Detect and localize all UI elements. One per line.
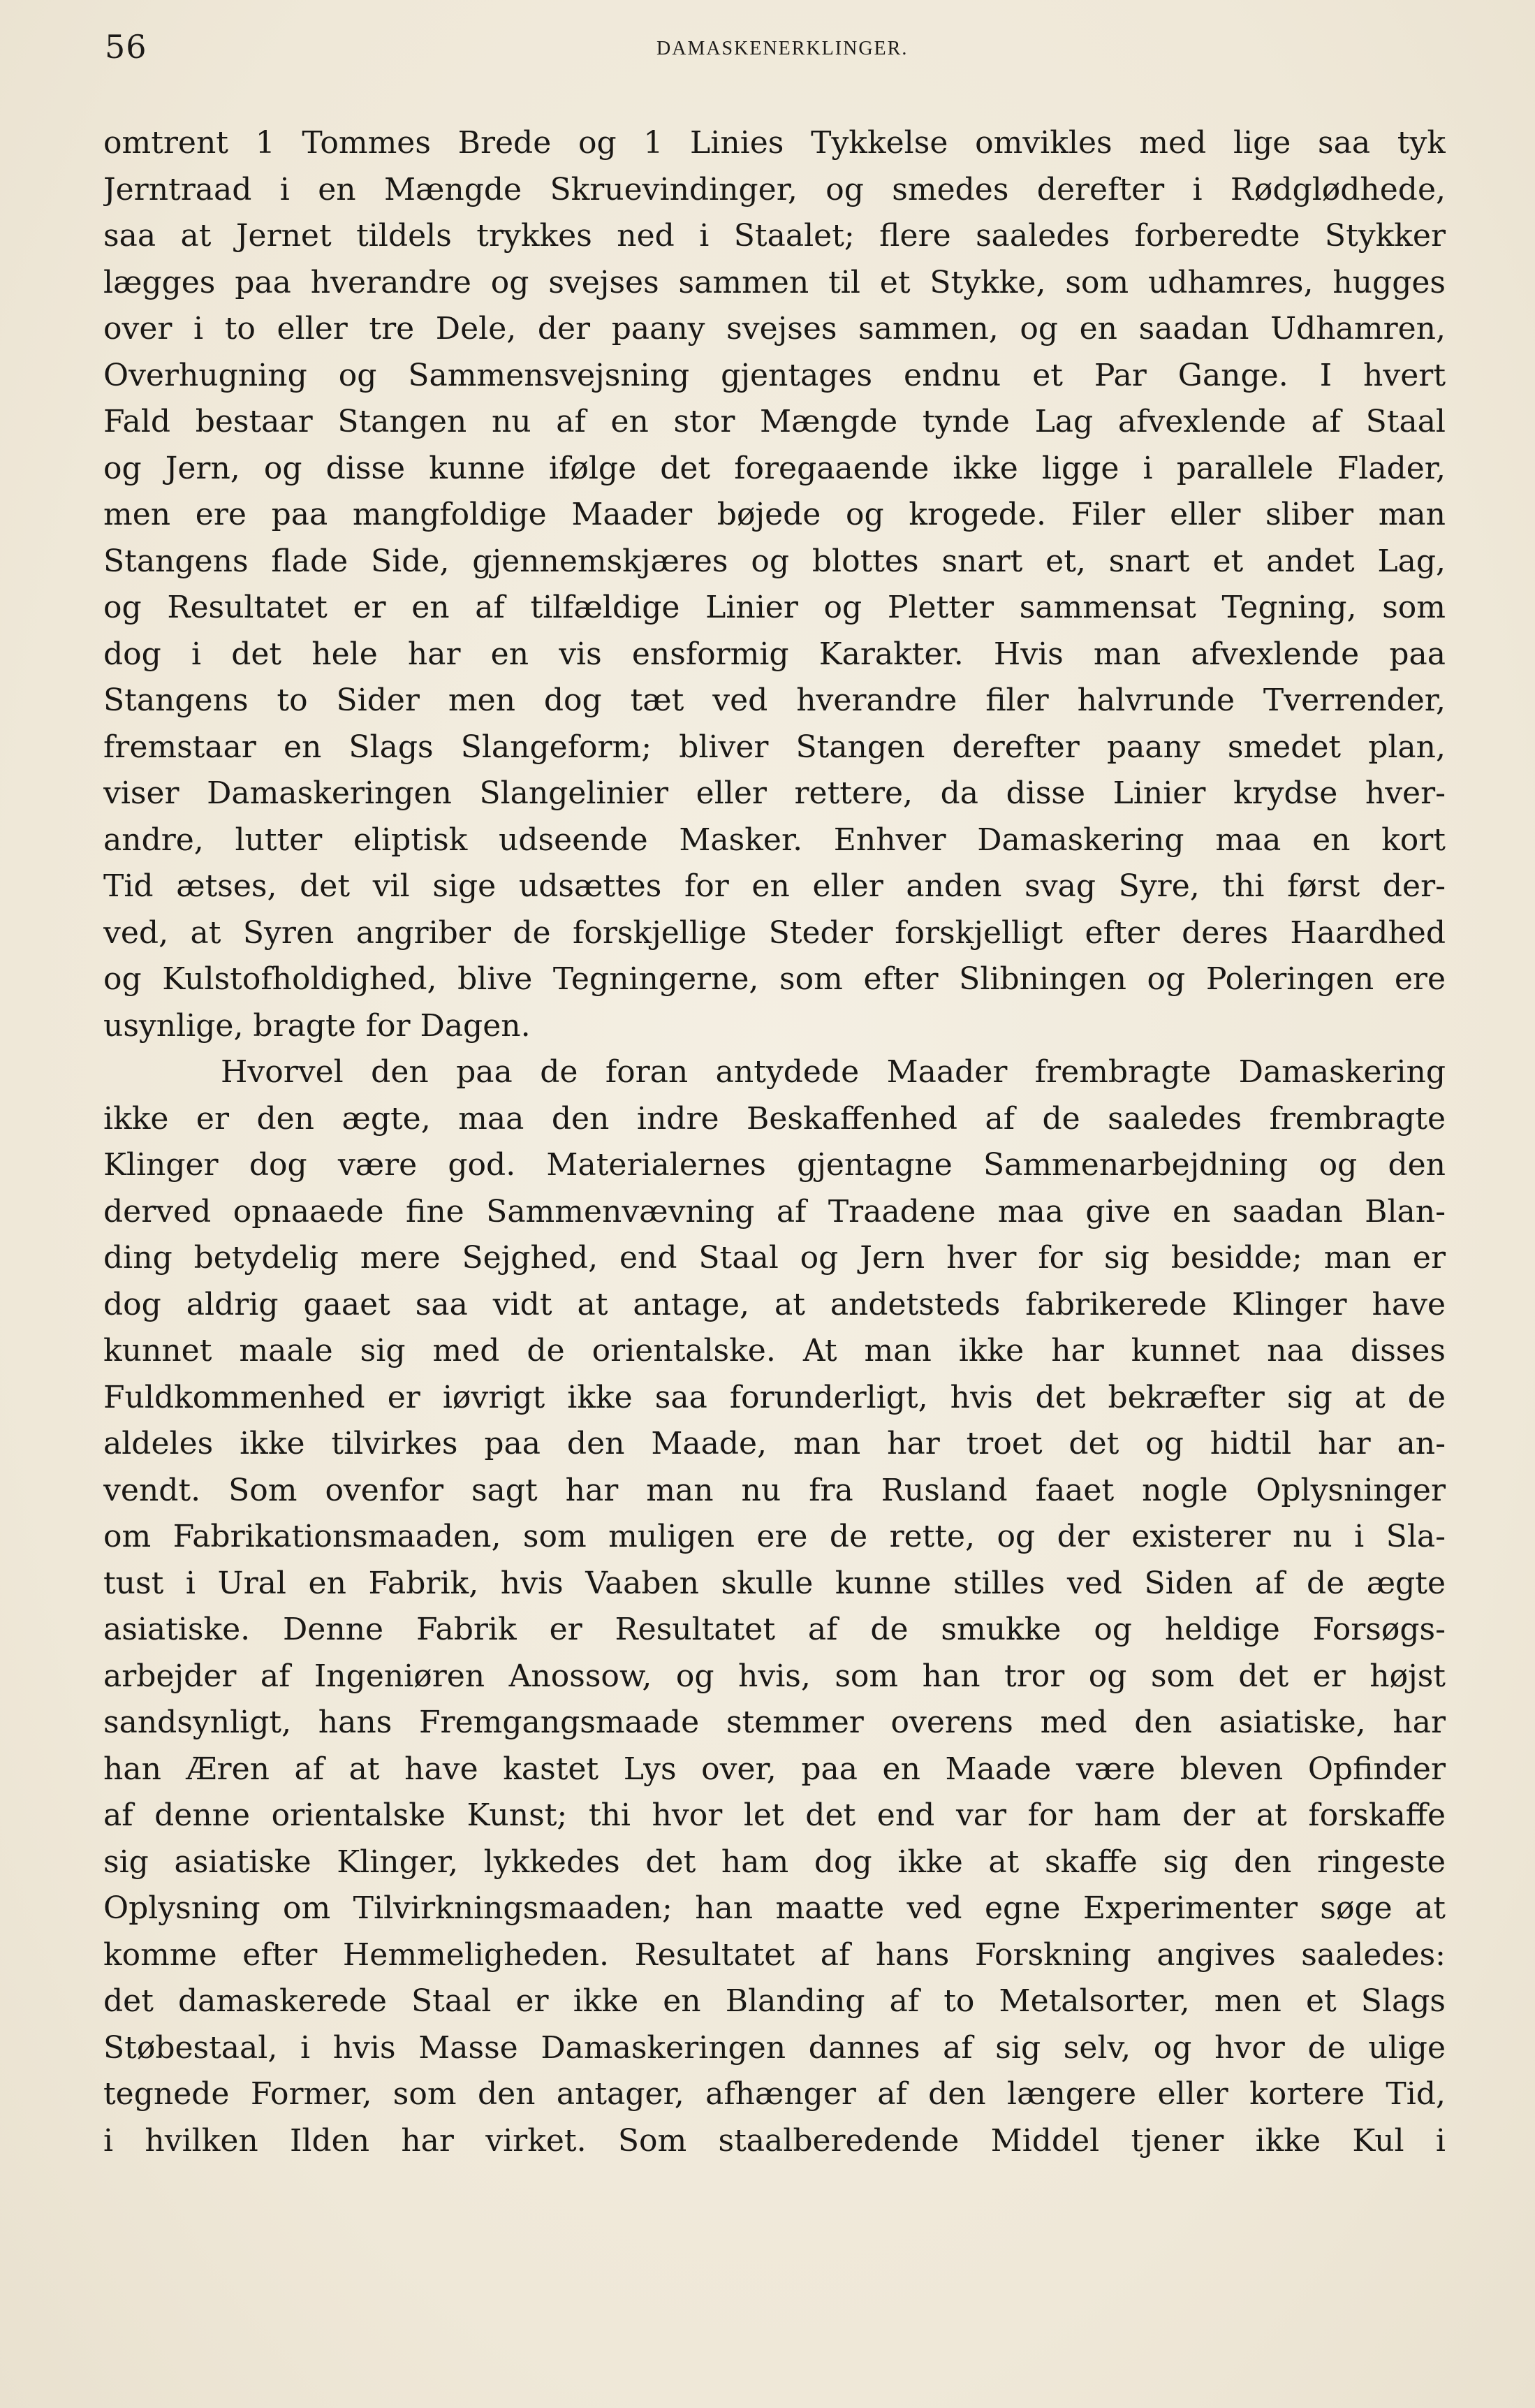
text-line: tegnede Former, som den antager, afhænger af den længere eller kortere Tid,	[103, 2076, 1446, 2112]
text-line: ding betydelig mere Sejghed, end Staal og Jern hver for sig besidde; man er	[103, 1240, 1446, 1276]
text-line: Klinger dog være god. Materialernes gjentagne Sammenarbejdning og den	[103, 1147, 1446, 1183]
text-line: men ere paa mangfoldige Maader bøjede og krogede. Filer eller sliber man	[103, 497, 1446, 532]
text-line: Tid ætses, det vil sige udsættes for en eller anden svag Syre, thi først der-	[103, 868, 1446, 904]
text-line: omtrent 1 Tommes Brede og 1 Linies Tykkelse omvikles med lige saa tyk	[103, 125, 1446, 161]
text-line: om Fabrikationsmaaden, som muligen ere de rette, og der existerer nu i Sla-	[103, 1519, 1446, 1554]
text-line: af denne orientalske Kunst; thi hvor let det end var for ham der at forskaffe	[103, 1797, 1446, 1833]
paragraph-first-line: Hvorvel den paa de foran antydede Maader frembragte Damaskering	[221, 1054, 1446, 1090]
text-line: sig asiatiske Klinger, lykkedes det ham dog ikke at skaffe sig den ringeste	[103, 1844, 1446, 1880]
text-line: Stangens to Sider men dog tæt ved hverandre filer halvrunde Tverrender,	[103, 683, 1446, 718]
text-line: Støbestaal, i hvis Masse Damaskeringen dannes af sig selv, og hvor de ulige	[103, 2029, 1446, 2066]
text-line: vendt. Som ovenfor sagt har man nu fra Rusland faaet nogle Oplysninger	[103, 1472, 1446, 1508]
text-line: saa at Jernet tildels trykkes ned i Staalet; flere saaledes forberedte Stykker	[103, 218, 1446, 254]
text-line: tust i Ural en Fabrik, hvis Vaaben skulle kunne stilles ved Siden af de ægte	[103, 1565, 1446, 1601]
text-line: over i to eller tre Dele, der paany svejses sammen, og en saadan Udhamren,	[103, 311, 1446, 346]
paragraph-end-line: usynlige, bragte for Dagen.	[103, 1007, 531, 1044]
text-line: Jerntraad i en Mængde Skruevindinger, og smedes derefter i Rødglødhede,	[103, 171, 1446, 207]
page-number: 56	[105, 28, 147, 66]
text-line: viser Damaskeringen Slangelinier eller rettere, da disse Linier krydse hver-	[103, 775, 1446, 811]
text-line: i hvilken Ilden har virket. Som staalberedende Middel tjener ikke Kul i	[103, 2122, 1446, 2159]
text-line: og Jern, og disse kunne ifølge det foregaaende ikke ligge i parallele Flader,	[103, 450, 1446, 486]
text-line: lægges paa hverandre og svejses sammen til et Stykke, som udhamres, hugges	[103, 264, 1446, 300]
body-text	[103, 120, 1446, 2164]
text-line: aldeles ikke tilvirkes paa den Maade, man har troet det og hidtil har an-	[103, 1426, 1446, 1461]
text-line: ikke er den ægte, maa den indre Beskaffenhed af de saaledes frembragte	[103, 1100, 1446, 1137]
text-line: dog aldrig gaaet saa vidt at antage, at andetsteds fabrikerede Klinger have	[103, 1286, 1446, 1322]
text-line: Fald bestaar Stangen nu af en stor Mængde tynde Lag afvexlende af Staal	[103, 404, 1446, 439]
text-line: kunnet maale sig med de orientalske. At man ikke har kunnet naa disses	[103, 1333, 1446, 1369]
text-line: dog i det hele har en vis ensformig Karakter. Hvis man afvexlende paa	[103, 636, 1446, 672]
text-line: komme efter Hemmeligheden. Resultatet af hans Forskning angives saaledes:	[103, 1936, 1446, 1973]
text-line: Fuldkommenhed er iøvrigt ikke saa forunderligt, hvis det bekræfter sig at de	[103, 1379, 1446, 1415]
text-line: andre, lutter eliptisk udseende Masker. Enhver Damaskering maa en kort	[103, 822, 1446, 858]
text-line: Overhugning og Sammensvejsning gjentages endnu et Par Gange. I hvert	[103, 357, 1446, 393]
text-line: sandsynligt, hans Fremgangsmaade stemmer overens med den asiatiske, har	[103, 1705, 1446, 1740]
text-line: Stangens flade Side, gjennemskjæres og blottes snart et, snart et andet Lag,	[103, 543, 1446, 579]
text-line: han Æren af at have kastet Lys over, paa en Maade være bleven Opfinder	[103, 1751, 1446, 1787]
running-title: DAMASKENERKLINGER.	[656, 38, 909, 59]
running-head	[105, 28, 1446, 84]
text-line: og Kulstofholdighed, blive Tegningerne, som efter Slibningen og Poleringen ere	[103, 961, 1446, 997]
text-line: asiatiske. Denne Fabrik er Resultatet af de smukke og heldige Forsøgs-	[103, 1612, 1446, 1647]
text-line: derved opnaaede fine Sammenvævning af Traadene maa give en saadan Blan-	[103, 1193, 1446, 1229]
text-line: Oplysning om Tilvirkningsmaaden; han maatte ved egne Experimenter søge at	[103, 1890, 1446, 1926]
text-line: arbejder af Ingeniøren Anossow, og hvis, som han tror og som det er højst	[103, 1658, 1446, 1694]
text-line: ved, at Syren angriber de forskjellige Steder forskjelligt efter deres Haardhed	[103, 914, 1446, 951]
text-line: og Resultatet er en af tilfældige Linier og Pletter sammensat Tegning, som	[103, 590, 1446, 625]
text-line: fremstaar en Slags Slangeform; bliver Stangen derefter paany smedet plan,	[103, 729, 1446, 765]
text-line: det damaskerede Staal er ikke en Blanding af to Metalsorter, men et Slags	[103, 1983, 1446, 2019]
